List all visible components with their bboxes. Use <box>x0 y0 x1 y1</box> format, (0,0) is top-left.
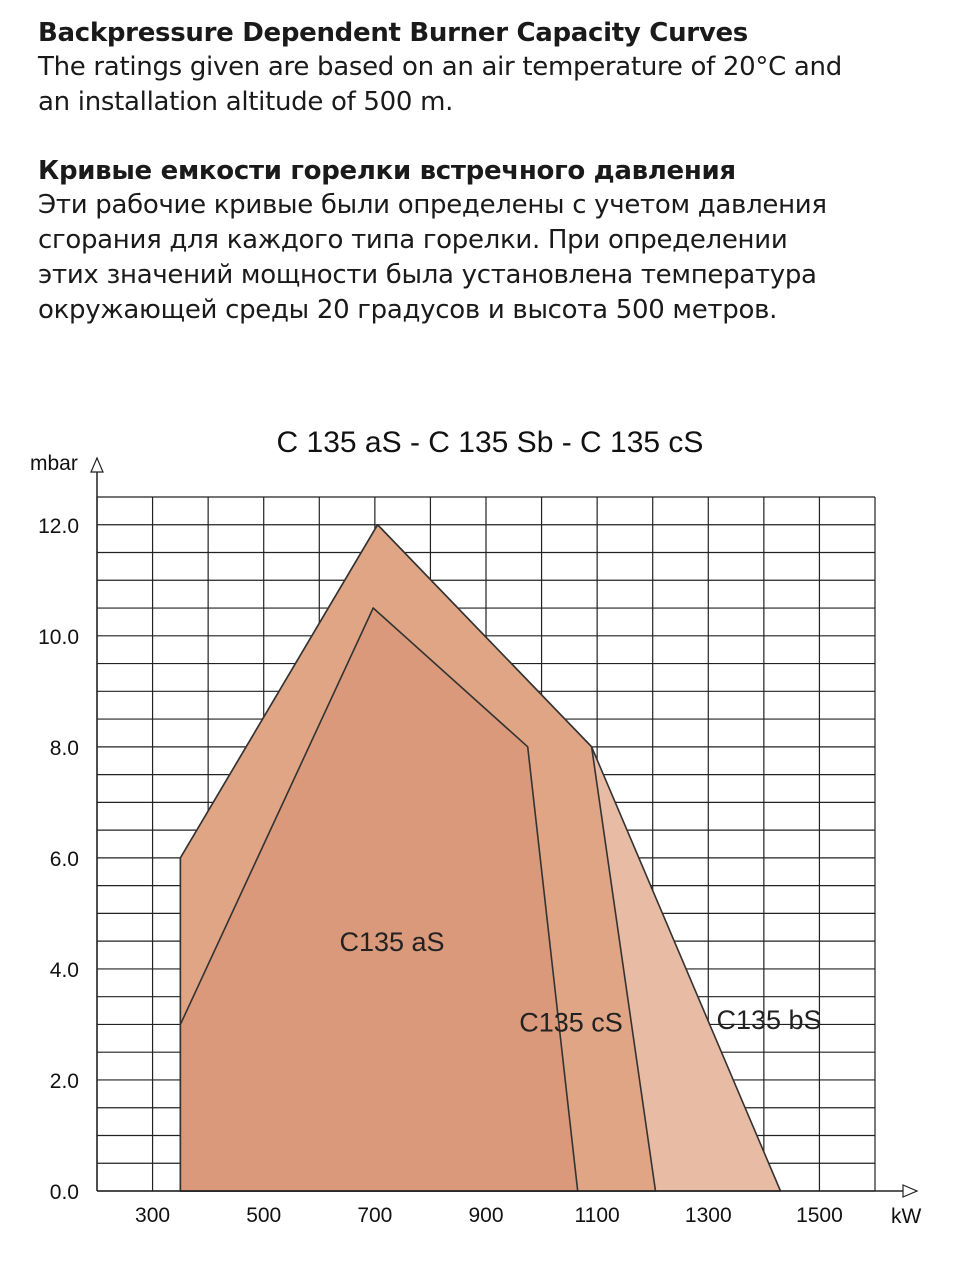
english-line-1: The ratings given are based on an air temperature of 20°C and <box>38 52 842 82</box>
y-axis-label: mbar <box>30 452 78 475</box>
y-tick-label: 2.0 <box>49 1069 79 1093</box>
russian-heading: Кривые емкости горелки встречного давления <box>38 156 736 186</box>
english-heading: Backpressure Dependent Burner Capacity Curves <box>38 18 748 48</box>
russian-line-4: окружающей среды 20 градусов и высота 500 метров. <box>38 295 778 325</box>
x-tick-label: 300 <box>135 1204 171 1227</box>
y-tick-label: 10.0 <box>38 625 79 649</box>
x-tick-label: 900 <box>468 1204 504 1227</box>
y-axis-arrow-icon <box>91 458 103 472</box>
x-tick-label: 1300 <box>684 1204 732 1227</box>
y-tick-label: 12.0 <box>38 514 79 538</box>
x-axis-arrow-icon <box>903 1185 917 1197</box>
series-label-c135-cs: C135 cS <box>519 1007 623 1038</box>
x-tick-label: 500 <box>246 1204 282 1227</box>
y-tick-label: 4.0 <box>49 958 79 982</box>
y-tick-label: 8.0 <box>49 736 79 760</box>
english-line-2: an installation altitude of 500 m. <box>38 87 454 117</box>
russian-line-3: этих значений мощности была установлена температура <box>38 260 817 290</box>
russian-line-1: Эти рабочие кривые были определены с учетом давления <box>38 190 827 220</box>
series-label-c135-as: C135 aS <box>339 927 445 958</box>
russian-line-2: сгорания для каждого типа горелки. При определении <box>38 225 788 255</box>
capacity-chart <box>0 400 958 1263</box>
chart-title: C 135 aS - C 135 Sb - C 135 cS <box>276 426 704 459</box>
x-tick-label: 1100 <box>574 1204 620 1227</box>
intro-text <box>38 16 938 328</box>
x-tick-label: 1500 <box>796 1204 843 1227</box>
y-tick-label: 6.0 <box>49 847 79 871</box>
x-tick-label: 700 <box>357 1204 393 1227</box>
series-label-c135-bs: C135 bS <box>716 1004 822 1035</box>
x-axis-label: kW <box>891 1205 922 1228</box>
y-tick-label: 0.0 <box>49 1181 79 1204</box>
